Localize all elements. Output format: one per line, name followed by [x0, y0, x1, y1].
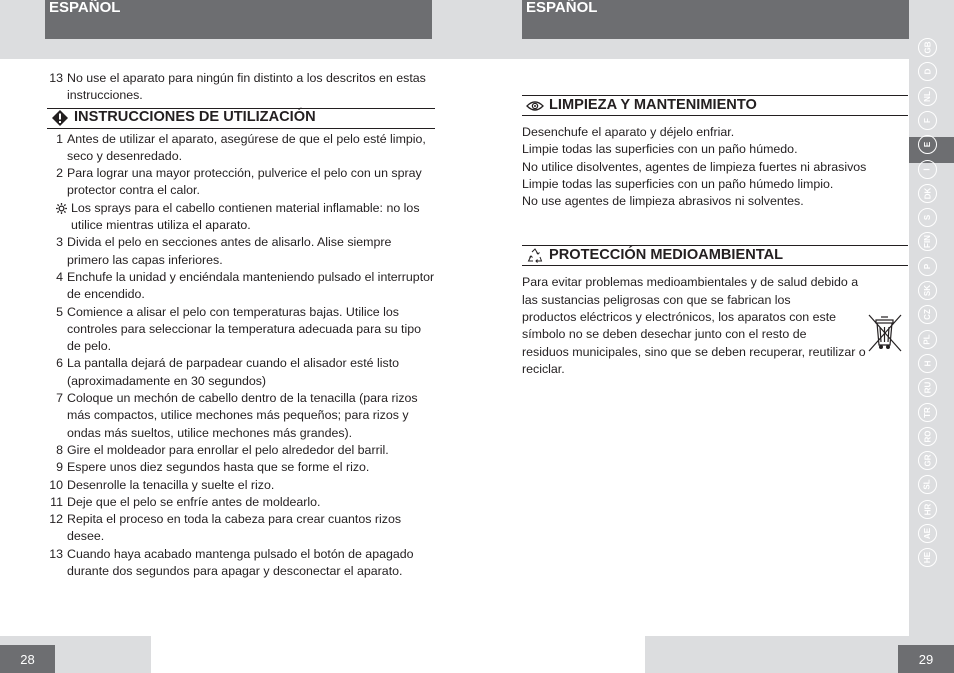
item-number: 13	[49, 71, 63, 85]
item-text: Gire el moldeador para enrollar el pelo alrededor del barril.	[67, 442, 389, 457]
language-code: RU	[923, 381, 932, 394]
section-title-instructions	[47, 108, 435, 129]
item-number: 5	[56, 304, 63, 319]
item-text: Deje que el pelo se enfríe antes de moldearlo.	[67, 494, 321, 509]
cleaning-line: No utilice disolventes, agentes de limpieza fuertes ni abrasivos	[522, 159, 867, 174]
recycle-icon	[526, 247, 544, 265]
language-code: HE	[923, 552, 932, 564]
language-tab-sk[interactable]	[918, 281, 937, 300]
environment-line: las sustancias peligrosas con que se fabrican los	[522, 292, 791, 307]
item-text: Antes de utilizar el aparato, asegúrese de que el pelo esté limpio, seco y desenredado.	[67, 131, 426, 163]
language-tab-s[interactable]	[918, 208, 937, 227]
list-item	[47, 546, 435, 581]
language-tab-hr[interactable]	[918, 500, 937, 519]
list-item	[47, 494, 435, 511]
language-tab-tr[interactable]	[918, 403, 937, 422]
item-number: 4	[56, 269, 63, 284]
language-tab-nl[interactable]	[918, 87, 937, 106]
list-item	[47, 131, 435, 166]
language-tab-pl[interactable]	[918, 330, 937, 349]
eye-icon	[526, 97, 544, 115]
environment-line: reciclar.	[522, 361, 565, 376]
item-text: La pantalla dejará de parpadear cuando el alisador esté listo (aproximadamente en 30 segundos)	[67, 356, 400, 388]
crossed-bin-icon	[866, 312, 904, 354]
item-text: Desenrolle la tenacilla y suelte el rizo.	[67, 477, 275, 492]
environment-line: productos eléctricos y electrónicos, los aparatos con este	[522, 310, 837, 325]
list-item	[47, 234, 435, 269]
sun-warning-icon	[56, 202, 67, 219]
cleaning-line: Limpie todas las superficies con un paño húmedo.	[522, 142, 798, 157]
environment-line: Para evitar problemas medioambientales y de salud debido a	[522, 275, 859, 290]
item-text: Enchufe la unidad y enciéndala manteniendo pulsado el interruptor de encendido.	[67, 269, 435, 302]
item-text: Divida el pelo en secciones antes de alisarlo. Alise siempre primero las capas inferiores.	[67, 235, 392, 267]
section-title-text: LIMPIEZA Y MANTENIMIENTO	[549, 96, 757, 113]
language-code: E	[923, 142, 932, 148]
language-code: H	[923, 360, 932, 367]
header-left	[45, 0, 432, 39]
warning-text: Los sprays para el cabello contienen material inflamable: no los utilice mientras utiliza el aparato.	[71, 200, 420, 233]
header-left-title: ESPAÑOL	[49, 0, 121, 16]
language-code: S	[923, 214, 932, 221]
language-code: AE	[923, 527, 932, 540]
item-number: 7	[56, 391, 63, 406]
item-text: Repita el proceso en toda la cabeza para crear cuantos rizos desee.	[67, 512, 402, 544]
language-tab-h[interactable]	[918, 354, 937, 373]
language-code: NL	[922, 90, 932, 102]
language-code: GB	[923, 41, 932, 54]
language-code: P	[923, 263, 932, 269]
list-item	[47, 355, 435, 390]
list-item	[47, 511, 435, 546]
header-right-title: ESPAÑOL	[526, 0, 598, 16]
flammable-warning	[47, 200, 435, 235]
language-code: FIN	[922, 235, 932, 249]
language-code: DK	[923, 187, 932, 200]
language-code: SK	[923, 284, 932, 297]
list-item	[47, 304, 435, 356]
right-column	[522, 95, 908, 378]
list-item	[47, 269, 435, 304]
language-tab-gb[interactable]	[918, 38, 937, 57]
item-number: 9	[56, 460, 63, 475]
warning-icon	[51, 109, 69, 127]
section-title-cleaning	[522, 95, 908, 116]
cleaning-line: Desenchufe el aparato y déjelo enfriar.	[522, 125, 735, 139]
list-item	[47, 165, 435, 200]
item-number: 2	[56, 166, 63, 181]
item-text: Para lograr una mayor protección, pulverice el pelo con un spray protector contra el calor.	[67, 166, 422, 198]
item-number: 12	[49, 512, 63, 527]
header-right	[522, 0, 909, 39]
cleaning-line: No use agentes de limpieza abrasivos ni solventes.	[522, 194, 804, 209]
left-column	[47, 70, 435, 580]
bottom-band-right	[645, 636, 909, 673]
item-text: Coloque un mechón de cabello dentro de la tenacilla (para rizos más compactos, utilice mechones más pequeños; para rizos y ondas más sueltos, utilice mechones más grandes).	[67, 391, 418, 440]
list-item	[47, 442, 435, 459]
language-tab-gr[interactable]	[918, 451, 937, 470]
item-number: 8	[56, 442, 63, 457]
language-code: F	[922, 117, 932, 123]
language-code: I	[922, 167, 932, 171]
item-number: 6	[56, 356, 63, 371]
language-code: SL	[922, 479, 932, 491]
language-code: TR	[922, 406, 932, 418]
item-text: Cuando haya acabado mantenga pulsado el botón de apagado durante dos segundos para apagar y desconectar el aparato.	[67, 546, 414, 579]
language-tab-f[interactable]	[918, 111, 937, 130]
item-number: 13	[49, 546, 63, 561]
language-tab-dk[interactable]	[918, 184, 937, 203]
language-tab-p[interactable]	[918, 257, 937, 276]
language-code: GR	[923, 454, 932, 467]
language-tab-ro[interactable]	[918, 427, 937, 446]
language-code: HR	[923, 503, 932, 515]
language-code: D	[923, 68, 932, 75]
item-number: 10	[49, 477, 63, 492]
cleaning-line: Limpie todas las superficies con un paño húmedo limpio.	[522, 176, 834, 191]
item-number: 3	[56, 235, 63, 250]
item-number: 11	[50, 494, 63, 509]
language-code: CZ	[922, 309, 932, 321]
language-code: PL	[922, 333, 932, 345]
list-item	[47, 70, 435, 105]
section-title-text: INSTRUCCIONES DE UTILIZACIÓN	[74, 109, 316, 126]
list-item	[47, 459, 435, 476]
language-tab-ae[interactable]	[918, 524, 937, 543]
language-code: RO	[923, 430, 932, 443]
language-tab-i[interactable]	[918, 160, 937, 179]
list-item	[47, 477, 435, 494]
section-title-text: PROTECCIÓN MEDIOAMBIENTAL	[549, 247, 784, 264]
item-text: Comience a alisar el pelo con temperaturas bajas. Utilice los controles para seleccionar la temperatura adecuada para su tipo de pelo.	[67, 304, 422, 354]
environment-line: residuos municipales, sino que se deben recuperar, reutilizar o	[522, 344, 866, 359]
environment-line: símbolo no se deben desechar junto con el resto de	[522, 327, 807, 342]
page-number-right: 29	[898, 645, 954, 673]
item-text: Espere unos diez segundos hasta que se forme el rizo.	[67, 460, 370, 475]
list-item	[47, 390, 435, 442]
item-text: No use el aparato para ningún fin distinto a los descritos en estas instrucciones.	[67, 71, 426, 103]
section-title-environment	[522, 245, 908, 266]
item-number: 1	[56, 131, 63, 146]
page-number-left: 28	[0, 645, 55, 673]
